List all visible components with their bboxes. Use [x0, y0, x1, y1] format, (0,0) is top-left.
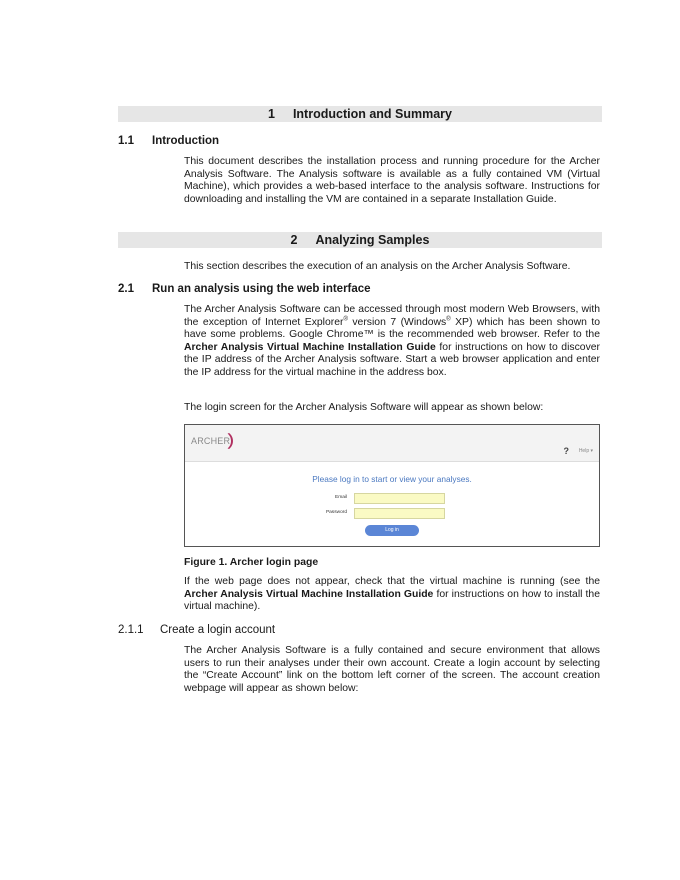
section-2-paragraph: This section describes the execution of an analysis on the Archer Analysis Software. [184, 261, 571, 272]
section-title: Introduction and Summary [292, 107, 452, 121]
text-run: XP) which has been shown to have some problems. Google Chrome™ is the recommended web browser. Refer to the [184, 316, 600, 341]
help-question-icon: ? [563, 446, 569, 456]
section-number: 2.1 [118, 283, 134, 295]
section-title: Introduction [152, 135, 220, 147]
help-menu: Help ▾ [578, 448, 593, 454]
text-run: If the web page does not appear, check that the virtual machine is running (see the [184, 576, 600, 587]
text-run: version 7 (Windows [347, 316, 447, 328]
troubleshooting-paragraph [184, 576, 600, 614]
figure-caption: Figure 1. Archer login page [184, 557, 319, 568]
section-1-heading [118, 106, 602, 122]
login-prompt: Please log in to start or view your analyses. [312, 474, 472, 484]
section-title: Analyzing Samples [315, 233, 430, 247]
archer-logo-arc-icon [219, 431, 233, 451]
registered-mark: ® [446, 316, 451, 323]
section-1-1-heading [118, 134, 219, 148]
section-number: 1 [268, 107, 275, 121]
guide-reference: Archer Analysis Virtual Machine Installation Guide [184, 341, 436, 353]
section-title: Run an analysis using the web interface [152, 283, 371, 295]
introduction-paragraph: This document describes the installation process and running procedure for the Archer Analysis Software. The Analysis software is available as a fully contained VM (Virtual Machine), which provides a web-based interface to the analysis software. Instructions for downloading and installing the VM are contained in a separate Installation Guide. [184, 156, 600, 205]
screenshot-header [185, 425, 599, 462]
section-2-heading [118, 232, 602, 248]
section-2-1-1-heading [118, 623, 275, 637]
email-field [354, 493, 445, 504]
text-run: for instructions on how to discover the IP address of the Archer Analysis software. Start a web browser application and enter the IP address for the virtual machine in the address box. [184, 341, 600, 378]
section-number: 1.1 [118, 135, 134, 147]
archer-logo: ARCHER [191, 436, 231, 446]
registered-mark: ® [343, 316, 348, 323]
password-label: Password [325, 510, 347, 515]
text-run: The Archer Analysis Software can be accessed through most modern Web Browsers, with the exception of Internet Explorer [184, 304, 600, 328]
web-interface-paragraph [184, 304, 600, 380]
section-number: 2.1.1 [118, 624, 144, 636]
section-title: Create a login account [160, 624, 276, 636]
login-page-screenshot [184, 424, 600, 547]
create-account-paragraph: The Archer Analysis Software is a fully contained and secure environment that allows users to run their analyses under their own account. Create a login account by selecting the “Create Account” link on the bottom left corner of the screen. The account creation webpage will appear as shown below: [184, 645, 600, 694]
login-screen-intro: The login screen for the Archer Analysis Software will appear as shown below: [184, 402, 544, 413]
section-2-1-heading [118, 282, 371, 296]
section-number: 2 [290, 233, 298, 247]
login-button: Log in [365, 525, 419, 536]
text-run: for instructions on how to install the virtual machine). [184, 588, 600, 613]
email-label: Email [335, 495, 347, 500]
password-field [354, 508, 445, 519]
guide-reference: Archer Analysis Virtual Machine Installation Guide [184, 588, 434, 600]
